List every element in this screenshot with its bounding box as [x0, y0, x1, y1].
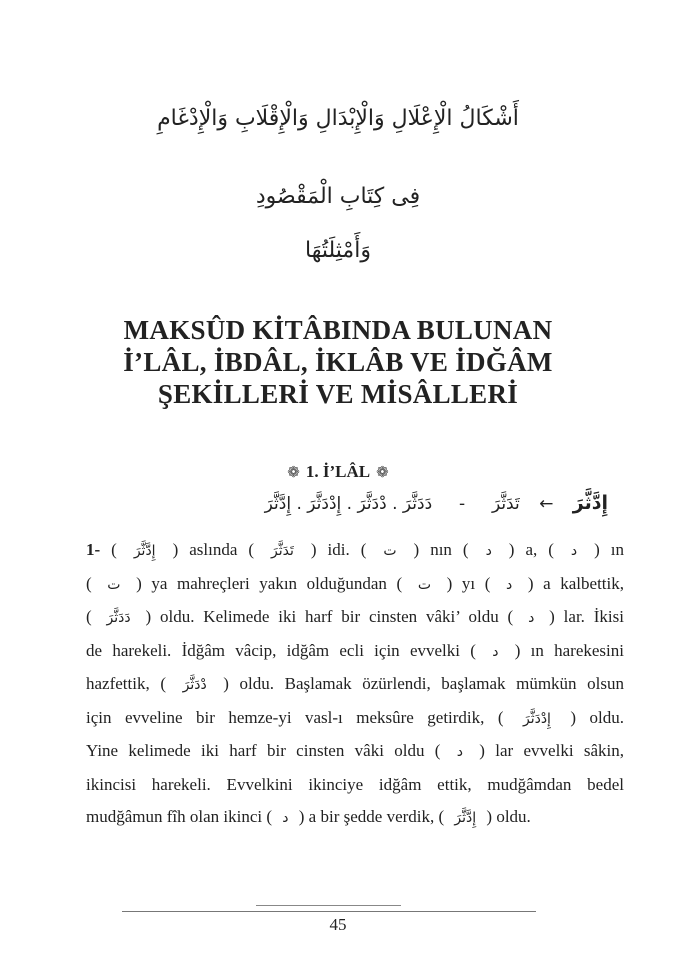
arabic-title-line-3: وَأَمْثِلَتُهَا [305, 238, 371, 263]
body-line-9: mudğâmun fîh olan ikinci ( د ) a bir şedde verdik, ( إِدَّثَّرَ ) oldu. [86, 801, 624, 835]
body-line-8: ikincisi harekeli. Evvelkini ikinciye idğâm ettik, mudğâmdan bedel [86, 774, 624, 794]
page-title-line-2: İ’LÂL, İBDÂL, İKLÂB VE İDĞÂM [123, 347, 553, 377]
page-title-line-1: MAKSÛD KİTÂBINDA BULUNAN [123, 315, 553, 345]
item-number: 1- [86, 540, 101, 559]
example-origin: تَدَثَّرَ [491, 494, 520, 514]
example-result: إِدَّثَّرَ [572, 492, 608, 514]
arabic-letter: د [492, 643, 499, 660]
arabic-letter: د [505, 576, 513, 593]
arabic-title-line-1: أَشْكَالُ الْإِعْلَالِ وَالْإِبْدَالِ وَالْإِقْلَابِ وَالْإِدْغَامِ [157, 106, 519, 131]
arabic-letter: د [485, 543, 492, 559]
body-line-4: de harekeli. İdğâm vâcip, idğâm ecli için evvelki ( د ) ın harekesini [86, 635, 624, 669]
arabic-word: دَدَثَّرَ [106, 610, 131, 626]
arabic-letter: د [282, 810, 289, 826]
example-derivation [265, 492, 608, 514]
body-line-3: ( دَدَثَّرَ ) oldu. Kelimede iki harf bir cinsten vâki’ oldu ( د ) lar. İkisi [86, 601, 624, 635]
arabic-title-line-2: فِى كِتَابِ الْمَقْصُودِ [255, 184, 421, 209]
section-heading [0, 462, 676, 482]
arabic-word: تَدَثَّرَ [271, 543, 294, 559]
ornament-right-icon: ❁ [376, 465, 389, 481]
body-text [86, 534, 624, 835]
page-number: 45 [329, 915, 347, 934]
arabic-letter: د [456, 744, 463, 760]
section-heading-text: 1. İ’LÂL [305, 462, 371, 481]
footer-divider-short [256, 905, 401, 906]
arabic-letter: ت [107, 576, 121, 593]
body-line-5: hazfettik, ( دْدَثَّرَ ) oldu. Başlamak özürlendi, başlamak mümkün olsun [86, 668, 624, 702]
example-steps: دَدَثَّرَ . دْدَثَّرَ . إِدْدَثَّرَ . إِدَّثَّرَ [264, 494, 433, 514]
body-line-6: için evveline bir hemze-yi vasl-ı meksûre getirdik, ( إِدْدَثَّرَ ) oldu. [86, 702, 624, 736]
body-line-2: ( ت ) ya mahreçleri yakın olduğundan ( ت ) yı ( د ) a kalbettik, [86, 568, 624, 602]
arabic-word: إِدْدَثَّرَ [522, 710, 551, 727]
example-separator: - [458, 494, 466, 514]
page-title-line-3: ŞEKİLLERİ VE MİSÂLLERİ [157, 379, 519, 409]
arabic-letter: ت [383, 543, 397, 559]
ornament-left-icon: ❁ [287, 465, 300, 481]
footer-divider [122, 911, 536, 912]
arabic-letter: د [528, 610, 535, 626]
arabic-letter: ت [417, 576, 431, 593]
arabic-word: إِدَّثَّرَ [454, 810, 477, 826]
page-title [0, 314, 676, 410]
body-line-7: Yine kelimede iki harf bir cinsten vâki oldu ( د ) lar evvelki sâkin, [86, 735, 624, 769]
arrow-left-icon: ← [539, 494, 554, 514]
arabic-word: دْدَثَّرَ [182, 677, 207, 693]
arabic-letter: د [570, 543, 578, 559]
arabic-word: إِدَّثَّرَ [133, 543, 156, 559]
body-line-1: 1- ( إِدَّثَّرَ ) aslında ( تَدَثَّرَ ) idi. ( ت ) nın ( د ) a, ( د ) ın [86, 534, 624, 568]
